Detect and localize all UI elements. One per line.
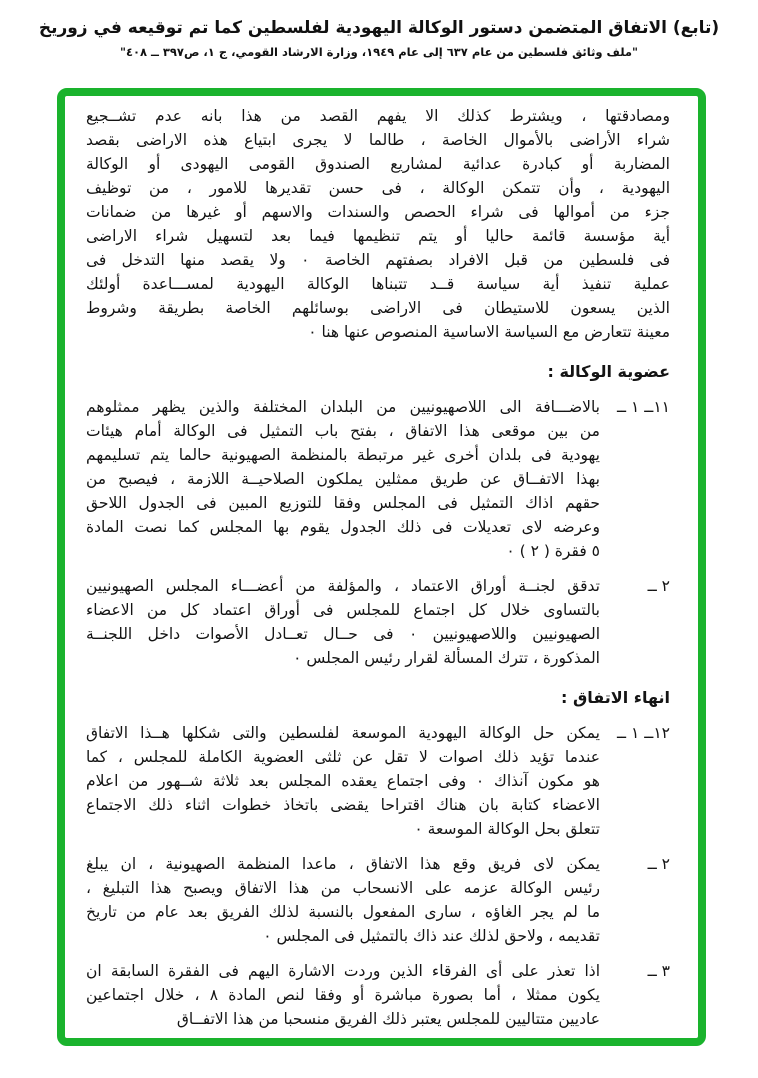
clause-number: ٢ ــ <box>647 855 670 873</box>
section-heading-membership: عضوية الوكالة : <box>547 362 670 381</box>
text-line: الاعضاء كتابة بان هناك اقتراحا يقضى باتخاذ خطوات اثناء ذلك الاجتماع <box>86 796 600 814</box>
clause-12-3 <box>86 959 670 1031</box>
clause-number: ١٢ــ ١ ــ <box>616 724 670 742</box>
text-line: وعرضه لاى تعديلات فى ذلك الجدول يقوم بها المجلس كما نصت المادة <box>86 518 600 536</box>
clause-12-2 <box>86 852 670 948</box>
text-line: عندما تؤيد ذلك اصوات لا تقل عن ثلثى العضوية الكاملة للمجلس ، كما <box>86 748 600 766</box>
text-line: تتعلق بحل الوكالة الموسعة ٠ <box>414 820 600 838</box>
clause-text <box>86 574 600 670</box>
text-line: عاديين متتاليين للمجلس يعتبر ذلك الفريق منسحبا من هذا الاتفــاق <box>176 1010 600 1028</box>
clause-number: ٣ ــ <box>647 962 670 980</box>
text-line: رئيس الوكالة عزمه على الانسحاب من هذا الاتفاق ويصبح هذا التبليغ ، <box>86 879 600 897</box>
document-header <box>0 18 758 59</box>
text-line: الصهيونيين واللاصهيونيين ٠ فى حــال تعــادل الأصوات داخل اللجنــة <box>86 625 600 643</box>
text-line: بالاضـــافة الى اللاصهيونيين من البلدان المختلفة والذين يظهر ممثلوهم <box>86 398 600 416</box>
intro-paragraph <box>86 104 670 344</box>
text-line: معينة تتعارض مع السياسة الاساسية المنصوص عنها هنا ٠ <box>308 323 670 341</box>
clause-number: ٢ ــ <box>647 577 670 595</box>
text-line: يمكن لاى فريق وقع هذا الاتفاق ، ماعدا المنظمة الصهيونية ، ان يبلغ <box>86 855 600 873</box>
clause-text <box>86 959 600 1031</box>
text-line: تدقق لجنــة أوراق الاعتماد ، والمؤلفة من أعضـــاء المجلس الصهيونيين <box>86 577 600 595</box>
text-line: يمكن حل الوكالة اليهودية الموسعة لفلسطين والتى شكلها هــذا الاتفاق <box>86 724 600 742</box>
text-line: هو مكون آنذاك ٠ وفى اجتماع يعقده المجلس بعد ثلاثة شــهور من اعلام <box>86 772 600 790</box>
text-line: تقديمه ، ولاحق لذلك عند ذاك بالتمثيل فى المجلس ٠ <box>263 927 600 945</box>
text-line: بهذا الاتفــاق عن طريق ممثلين يملكون الصلاحيــة اللازمة ، فيصبح من <box>86 470 600 488</box>
text-line: بالتساوى خلال كل اجتماع للمجلس فى أوراق اعتماد كل من الاعضاء <box>86 601 600 619</box>
clause-number: ١١ــ ١ ــ <box>616 398 670 416</box>
text-line: حقهم اذاك التمثيل فى المجلس وفقا للتوزيع المبين فى الجدول اللاحق <box>86 494 600 512</box>
text-line: اذا تعذر على أى الفرقاء الذين وردت الاشارة اليهم فى الفقرة السابقة ان <box>86 962 600 980</box>
text-line: من بين موقعى هذا الاتفاق ، بفتح باب التمثيل فى الوكالة أمام هيئات <box>86 422 600 440</box>
section-termination <box>86 686 670 1031</box>
text-line: ٥ فقرة ( ٢ ) ٠ <box>506 542 600 560</box>
text-line: المضاربة أو كبادرة عدائية لمشاريع الصندوق القومى اليهودى أو الوكالة <box>86 155 670 173</box>
text-line: يهودية فى بلدان أخرى غير مرتبطة بالمنظمة الصهيونية حالما يتم تسليمهم <box>86 446 600 464</box>
section-membership <box>86 360 670 670</box>
clause-text <box>86 395 600 563</box>
document-body <box>86 104 670 1031</box>
text-line: جزء من أموالها فى شراء الحصص والسندات والاسهم أو غيرها من ضمانات <box>86 203 670 221</box>
clause-11-1 <box>86 395 670 563</box>
document-title: (تابع) الاتفاق المتضمن دستور الوكالة اليهودية لفلسطين كما تم توقيعه في زوريخ <box>38 18 720 38</box>
text-line: المذكورة ، تترك المسألة لقرار رئيس المجلس ٠ <box>293 649 600 667</box>
green-border-frame <box>57 88 706 1046</box>
document-source-citation: "ملف وثائق فلسطين من عام ٦٣٧ إلى عام ١٩٤٩، وزارة الارشاد القومي، ج ١، ص٣٩٧ ــ ٤٠٨" <box>119 45 639 59</box>
text-line: ومصادقتها ، ويشترط كذلك الا يفهم القصد من هذا بانه عدم تشــجيع <box>86 107 670 125</box>
text-line: اليهودية ، وأن تتمكن الوكالة ، فى حسن تقديرها للامور ، من توظيف <box>86 179 670 197</box>
text-line: عملية تنفيذ أية سياسة قــد تتبناها الوكالة اليهودية لمســـاعدة أولئك <box>86 275 670 293</box>
text-line: ما لم يجر الغاؤه ، سارى المفعول بالنسبة لذلك الفريق بعد عام من تاريخ <box>86 903 600 921</box>
text-line: الذين يسعون للاستيطان فى الاراضى بوسائلهم الخاصة بطريقة وشروط <box>86 299 670 317</box>
clause-text <box>86 721 600 841</box>
clause-12-1 <box>86 721 670 841</box>
text-line: أية مؤسسة قائمة حاليا أو يتم تنظيمها فيما بعد لتسهيل شراء الاراضى <box>86 227 670 245</box>
clause-text <box>86 852 600 948</box>
text-line: يكون ممثلا ، أما بصورة مباشرة أو وفقا لنص المادة ٨ ، خلال اجتماعين <box>86 986 600 1004</box>
clause-11-2 <box>86 574 670 670</box>
text-line: فى فلسطين من قبل الافراد بصفتهم الخاصة ٠ ولا يقصد منها التدخل فى <box>86 251 670 269</box>
section-heading-termination: انهاء الاتفاق : <box>560 688 670 707</box>
text-line: شراء الأراضى بالأموال الخاصة ، طالما لا يجرى ابتياع هذه الاراضى بقصد <box>86 131 670 149</box>
